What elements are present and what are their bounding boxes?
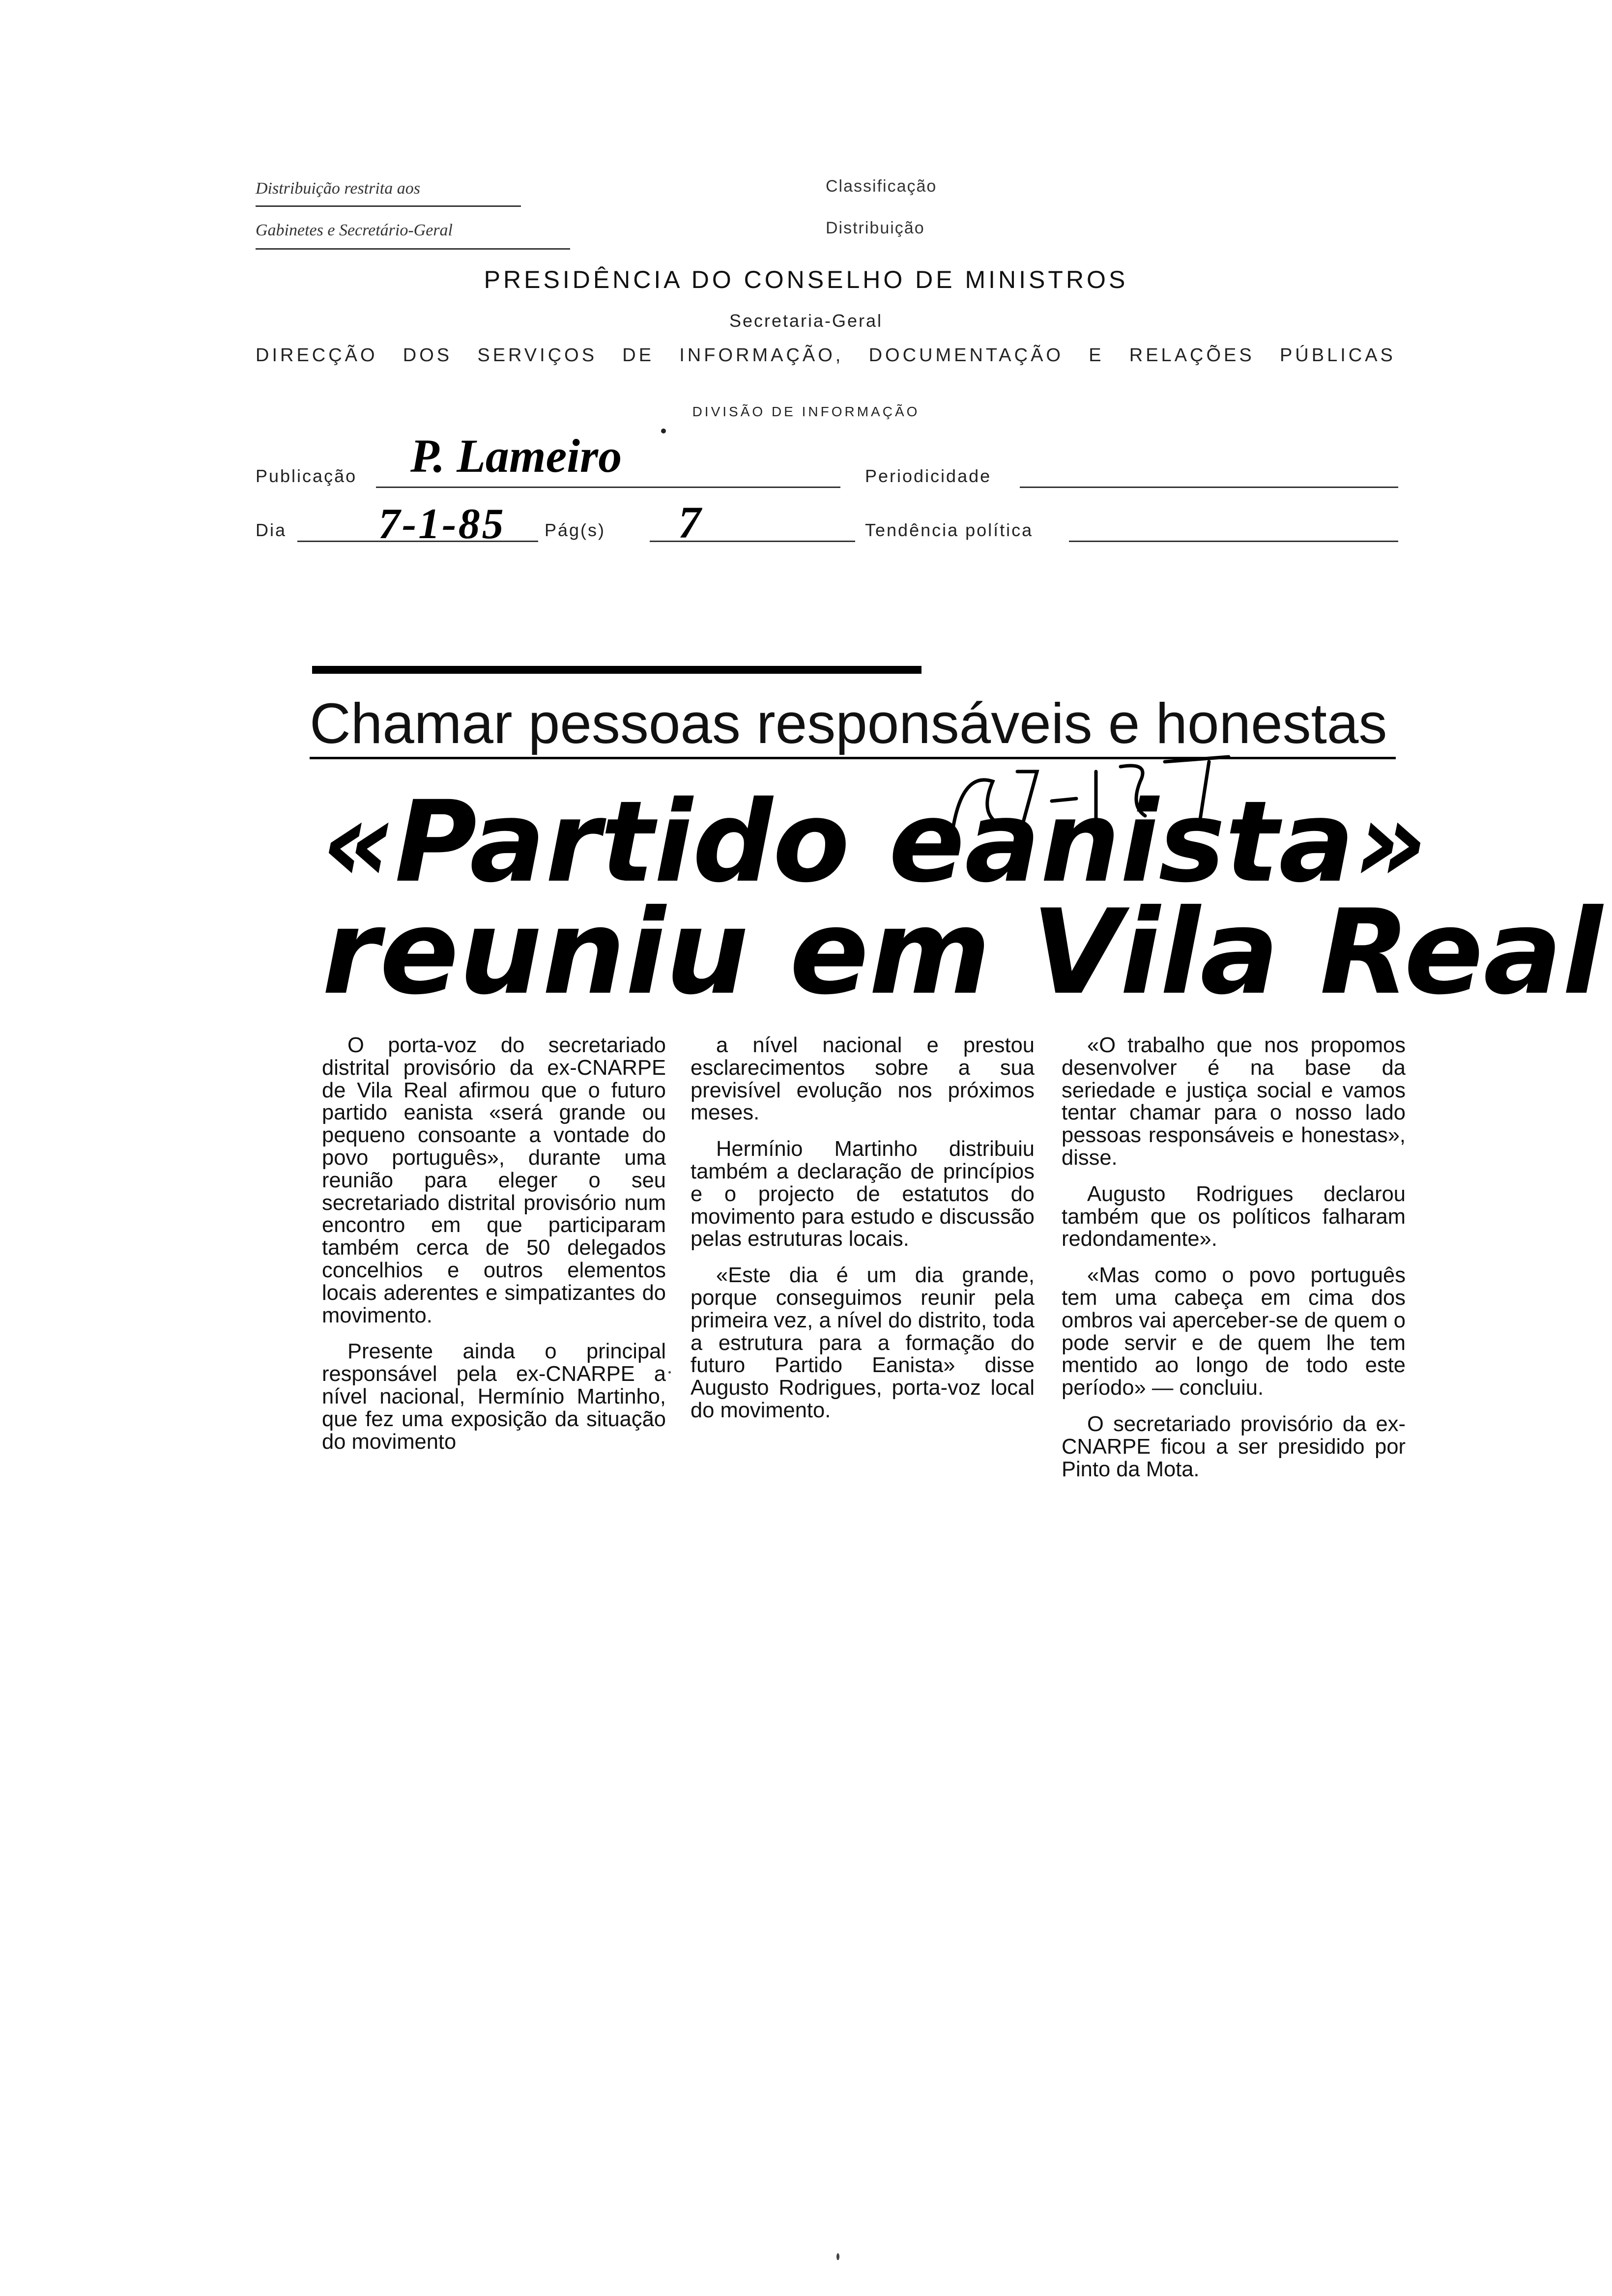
direccao-word: DOS bbox=[403, 345, 453, 366]
article-paragraph: Presente ainda o principal responsável pela ex-CNARPE a nível nacional, Hermínio Martinho, que fez uma exposição da situação do movimento bbox=[322, 1340, 666, 1454]
dia-label: Dia bbox=[256, 520, 287, 540]
tendencia-field-line bbox=[1069, 541, 1398, 542]
publicacao-handwritten-value: P. Lameiro bbox=[410, 430, 622, 482]
dia-handwritten-value: 7-1-85 bbox=[378, 500, 506, 548]
periodicidade-label: Periodicidade bbox=[865, 466, 992, 486]
article-paragraph: a nível nacional e prestou esclarecimentos sobre a sua previsível evolução nos próximos meses. bbox=[691, 1033, 1035, 1125]
publicacao-label: Publicação bbox=[256, 466, 357, 486]
direccao-servicos-line bbox=[256, 345, 1396, 366]
article-paragraph: «O trabalho que nos propomos desenvolver é na base da seriedade e justiça social e vamos tentar chamar para o nosso lado pessoas responsáveis e honestas», disse. bbox=[1062, 1033, 1406, 1170]
pagina-handwritten-value: 7 bbox=[678, 497, 701, 547]
direccao-word: SERVIÇOS bbox=[477, 345, 598, 366]
classificacao-label: Classificação bbox=[826, 177, 937, 196]
article-paragraph: «Mas como o povo português tem uma cabeça em cima dos ombros vai aperceber-se de quem o pode servir e de quem lhe tem mentido ao longo de todo este período» — concluiu. bbox=[1062, 1263, 1406, 1400]
article-paragraph: O secretariado provisório da ex-CNARPE ficou a ser presidido por Pinto da Mota. bbox=[1062, 1412, 1406, 1481]
scan-speck bbox=[836, 2253, 839, 2260]
article-column-3 bbox=[1062, 1034, 1406, 1494]
distribuicao-label: Distribuição bbox=[826, 219, 925, 237]
article-paragraph: O porta-voz do secretariado distrital provisório da ex-CNARPE de Vila Real afirmou que o futuro partido eanista «será grande ou pequeno consoante a vontade do povo português», durante uma reunião para eleger o seu secretariado distrital provisório num encontro em que participaram também cerca de 50 delegados concelhios e outros elementos locais aderentes e simpatizantes do movimento. bbox=[322, 1033, 666, 1327]
direccao-word: INFORMAÇÃO, bbox=[679, 345, 844, 366]
direccao-word: DE bbox=[622, 345, 655, 366]
secretaria-geral: Secretaria-Geral bbox=[729, 311, 883, 331]
article-kicker: Chamar pessoas responsáveis e honestas bbox=[310, 691, 1387, 755]
publicacao-field-line bbox=[376, 487, 840, 488]
distribution-line-1: Distribuição restrita aos bbox=[256, 179, 420, 198]
article-paragraph: Hermínio Martinho distribuiu também a declaração de princípios e o projecto de estatutos do movimento para estudo e discussão pelas estruturas locais. bbox=[691, 1137, 1035, 1251]
direccao-word: DOCUMENTAÇÃO bbox=[868, 345, 1064, 366]
ink-dot bbox=[661, 429, 666, 433]
tendencia-label: Tendência política bbox=[865, 520, 1034, 540]
clipping-top-bar bbox=[312, 666, 921, 674]
scan-speck bbox=[668, 1371, 671, 1374]
distribution-line-2: Gabinetes e Secretário-Geral bbox=[256, 221, 453, 239]
direccao-word: E bbox=[1089, 345, 1104, 366]
headline-line-1: «Partido eanista» bbox=[322, 776, 1428, 907]
article-column-1 bbox=[322, 1034, 666, 1467]
article-column-2 bbox=[691, 1034, 1035, 1436]
pagina-label: Pág(s) bbox=[545, 520, 606, 540]
article-paragraph: Augusto Rodrigues declarou também que os políticos falharam redondamente». bbox=[1062, 1182, 1406, 1251]
article-paragraph: «Este dia é um dia grande, porque conseguimos reunir pela primeira vez, a nível do distrito, toda a estrutura para a formação do futuro Partido Eanista» disse Augusto Rodrigues, porta-voz local do movimento. bbox=[691, 1263, 1035, 1422]
direccao-word: DIRECÇÃO bbox=[256, 345, 378, 366]
distribution-underline-2 bbox=[256, 248, 570, 250]
presidencia-heading: PRESIDÊNCIA DO CONSELHO DE MINISTROS bbox=[484, 266, 1128, 293]
direccao-word: PÚBLICAS bbox=[1279, 345, 1396, 366]
divisao-informacao: DIVISÃO DE INFORMAÇÃO bbox=[692, 404, 920, 419]
periodicidade-field-line bbox=[1020, 487, 1398, 488]
headline-line-2: reuniu em Vila Real bbox=[322, 885, 1603, 1021]
direccao-word: RELAÇÕES bbox=[1129, 345, 1255, 366]
distribution-underline-1 bbox=[256, 205, 521, 207]
